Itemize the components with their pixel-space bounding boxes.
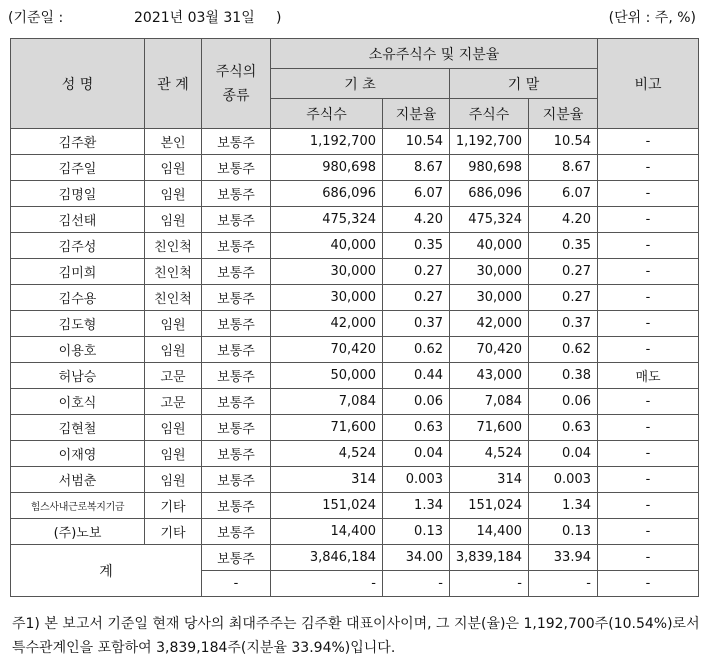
- end-shares: 475,324: [450, 207, 529, 233]
- note: -: [598, 285, 699, 311]
- begin-ratio: 0.35: [383, 233, 450, 259]
- table-row: [11, 467, 699, 493]
- note: -: [598, 415, 699, 441]
- begin-shares: 314: [271, 467, 383, 493]
- begin-shares: 4,524: [271, 441, 383, 467]
- begin-shares: 30,000: [271, 259, 383, 285]
- begin-ratio: 8.67: [383, 155, 450, 181]
- total-begin-shares: -: [271, 571, 383, 597]
- end-ratio: 4.20: [529, 207, 598, 233]
- total-begin-ratio: 34.00: [383, 545, 450, 571]
- base-date-label: (기준일 :: [8, 10, 64, 26]
- begin-shares: 151,024: [271, 493, 383, 519]
- stock-type: 보통주: [202, 285, 271, 311]
- begin-ratio: 0.27: [383, 285, 450, 311]
- note: -: [598, 259, 699, 285]
- note: -: [598, 181, 699, 207]
- header-begin-ratio: 지분율: [383, 99, 450, 129]
- shareholder-name: 서범춘: [11, 467, 145, 493]
- note: -: [598, 337, 699, 363]
- table-row: [11, 259, 699, 285]
- header-name: 성 명: [11, 39, 145, 129]
- begin-shares: 1,192,700: [271, 129, 383, 155]
- base-date-close: ): [276, 10, 282, 26]
- total-label: 계: [11, 545, 202, 597]
- stock-type: 보통주: [202, 259, 271, 285]
- begin-shares: 30,000: [271, 285, 383, 311]
- end-shares: 151,024: [450, 493, 529, 519]
- relation: 임원: [145, 311, 202, 337]
- begin-shares: 980,698: [271, 155, 383, 181]
- shareholder-name: 김선태: [11, 207, 145, 233]
- shareholding-table: [10, 38, 699, 597]
- table-row: [11, 311, 699, 337]
- stock-type: 보통주: [202, 415, 271, 441]
- end-ratio: 0.38: [529, 363, 598, 389]
- shareholder-name: 김주일: [11, 155, 145, 181]
- table-row: [11, 519, 699, 545]
- header-relation: 관 계: [145, 39, 202, 129]
- shareholder-name: 김도형: [11, 311, 145, 337]
- end-ratio: 6.07: [529, 181, 598, 207]
- end-ratio: 0.62: [529, 337, 598, 363]
- begin-shares: 71,600: [271, 415, 383, 441]
- stock-type: 보통주: [202, 181, 271, 207]
- stock-type: 보통주: [202, 363, 271, 389]
- note: -: [598, 467, 699, 493]
- end-shares: 7,084: [450, 389, 529, 415]
- shareholder-name: 김주환: [11, 129, 145, 155]
- end-ratio: 0.35: [529, 233, 598, 259]
- note: 매도: [598, 363, 699, 389]
- relation: 친인척: [145, 233, 202, 259]
- table-row: [11, 129, 699, 155]
- end-ratio: 8.67: [529, 155, 598, 181]
- total-end-shares: -: [450, 571, 529, 597]
- total-end-ratio: -: [529, 571, 598, 597]
- relation: 임원: [145, 415, 202, 441]
- relation: 친인척: [145, 259, 202, 285]
- stock-type: 보통주: [202, 337, 271, 363]
- header-end-shares: 주식수: [450, 99, 529, 129]
- note: -: [598, 311, 699, 337]
- shareholder-name: 김주성: [11, 233, 145, 259]
- table-row: [11, 181, 699, 207]
- table-row: [11, 337, 699, 363]
- stock-type: 보통주: [202, 233, 271, 259]
- table-row: [11, 363, 699, 389]
- relation: 친인척: [145, 285, 202, 311]
- relation: 임원: [145, 181, 202, 207]
- stock-type: 보통주: [202, 493, 271, 519]
- end-ratio: 0.003: [529, 467, 598, 493]
- begin-shares: 7,084: [271, 389, 383, 415]
- stock-type: 보통주: [202, 207, 271, 233]
- relation: 기타: [145, 519, 202, 545]
- total-row: [11, 545, 699, 571]
- header-end: 기 말: [450, 69, 598, 99]
- note: -: [598, 155, 699, 181]
- begin-shares: 14,400: [271, 519, 383, 545]
- begin-shares: 40,000: [271, 233, 383, 259]
- stock-type: 보통주: [202, 519, 271, 545]
- begin-ratio: 4.20: [383, 207, 450, 233]
- end-shares: 70,420: [450, 337, 529, 363]
- end-shares: 42,000: [450, 311, 529, 337]
- note: -: [598, 233, 699, 259]
- end-shares: 980,698: [450, 155, 529, 181]
- note: -: [598, 441, 699, 467]
- relation: 기타: [145, 493, 202, 519]
- stock-type: 보통주: [202, 311, 271, 337]
- shareholder-name: 이호식: [11, 389, 145, 415]
- note: -: [598, 389, 699, 415]
- shareholder-name: 김미희: [11, 259, 145, 285]
- table-total: [11, 545, 699, 597]
- begin-ratio: 0.37: [383, 311, 450, 337]
- stock-type: 보통주: [202, 441, 271, 467]
- begin-shares: 42,000: [271, 311, 383, 337]
- shareholder-name: 허남승: [11, 363, 145, 389]
- begin-ratio: 0.27: [383, 259, 450, 285]
- end-ratio: 0.63: [529, 415, 598, 441]
- total-begin-shares: 3,846,184: [271, 545, 383, 571]
- stock-type: 보통주: [202, 155, 271, 181]
- end-shares: 30,000: [450, 259, 529, 285]
- table-row: [11, 493, 699, 519]
- begin-ratio: 0.63: [383, 415, 450, 441]
- begin-shares: 50,000: [271, 363, 383, 389]
- shareholder-name: 이용호: [11, 337, 145, 363]
- end-ratio: 0.37: [529, 311, 598, 337]
- header-stock-type: 주식의 종류: [202, 39, 271, 129]
- table-row: [11, 155, 699, 181]
- shareholder-name: (주)노보: [11, 519, 145, 545]
- total-end-shares: 3,839,184: [450, 545, 529, 571]
- total-begin-ratio: -: [383, 571, 450, 597]
- end-ratio: 1.34: [529, 493, 598, 519]
- note: -: [598, 493, 699, 519]
- begin-ratio: 0.06: [383, 389, 450, 415]
- end-shares: 14,400: [450, 519, 529, 545]
- table-row: [11, 389, 699, 415]
- table-row: [11, 441, 699, 467]
- begin-ratio: 1.34: [383, 493, 450, 519]
- end-shares: 71,600: [450, 415, 529, 441]
- table-row: [11, 285, 699, 311]
- end-shares: 4,524: [450, 441, 529, 467]
- base-date: 2021년 03월 31일: [134, 10, 255, 26]
- relation: 고문: [145, 389, 202, 415]
- begin-ratio: 0.13: [383, 519, 450, 545]
- shareholder-name: 김수용: [11, 285, 145, 311]
- end-shares: 43,000: [450, 363, 529, 389]
- unit-label: (단위 : 주, %): [608, 10, 696, 26]
- begin-shares: 475,324: [271, 207, 383, 233]
- shareholder-name: 김현철: [11, 415, 145, 441]
- begin-shares: 686,096: [271, 181, 383, 207]
- end-ratio: 0.06: [529, 389, 598, 415]
- end-ratio: 0.13: [529, 519, 598, 545]
- stock-type: 보통주: [202, 129, 271, 155]
- end-shares: 686,096: [450, 181, 529, 207]
- header-note: 비고: [598, 39, 699, 129]
- end-shares: 30,000: [450, 285, 529, 311]
- total-type: -: [202, 571, 271, 597]
- stock-type: 보통주: [202, 467, 271, 493]
- total-type: 보통주: [202, 545, 271, 571]
- table-row: [11, 415, 699, 441]
- footnote: 주1) 본 보고서 기준일 현재 당사의 최대주주는 김주환 대표이사이며, 그 지분(율)은 1,192,700주(10.54%)로서 특수관계인을 포함하여 3,839,184주(지분율 33.94%)입니다.: [12, 616, 700, 656]
- relation: 임원: [145, 337, 202, 363]
- shareholder-name: 힘스사내근로복지기금: [11, 493, 145, 519]
- header-end-ratio: 지분율: [529, 99, 598, 129]
- note: -: [598, 519, 699, 545]
- end-shares: 40,000: [450, 233, 529, 259]
- begin-ratio: 0.04: [383, 441, 450, 467]
- shareholder-name: 김명일: [11, 181, 145, 207]
- header-holdings: 소유주식수 및 지분율: [271, 39, 598, 69]
- table-body: [11, 129, 699, 545]
- report-header: [8, 6, 696, 30]
- table-row: [11, 233, 699, 259]
- end-shares: 1,192,700: [450, 129, 529, 155]
- relation: 본인: [145, 129, 202, 155]
- relation: 임원: [145, 155, 202, 181]
- table-row: [11, 207, 699, 233]
- total-end-ratio: 33.94: [529, 545, 598, 571]
- end-ratio: 0.27: [529, 285, 598, 311]
- relation: 임원: [145, 441, 202, 467]
- end-shares: 314: [450, 467, 529, 493]
- relation: 고문: [145, 363, 202, 389]
- relation: 임원: [145, 467, 202, 493]
- begin-ratio: 10.54: [383, 129, 450, 155]
- begin-ratio: 0.44: [383, 363, 450, 389]
- begin-ratio: 0.003: [383, 467, 450, 493]
- relation: 임원: [145, 207, 202, 233]
- total-note: -: [598, 545, 699, 571]
- note: -: [598, 207, 699, 233]
- header-begin-shares: 주식수: [271, 99, 383, 129]
- shareholder-name: 이재영: [11, 441, 145, 467]
- header-begin: 기 초: [271, 69, 450, 99]
- end-ratio: 0.27: [529, 259, 598, 285]
- end-ratio: 0.04: [529, 441, 598, 467]
- begin-ratio: 6.07: [383, 181, 450, 207]
- stock-type: 보통주: [202, 389, 271, 415]
- total-note: -: [598, 571, 699, 597]
- end-ratio: 10.54: [529, 129, 598, 155]
- begin-ratio: 0.62: [383, 337, 450, 363]
- note: -: [598, 129, 699, 155]
- begin-shares: 70,420: [271, 337, 383, 363]
